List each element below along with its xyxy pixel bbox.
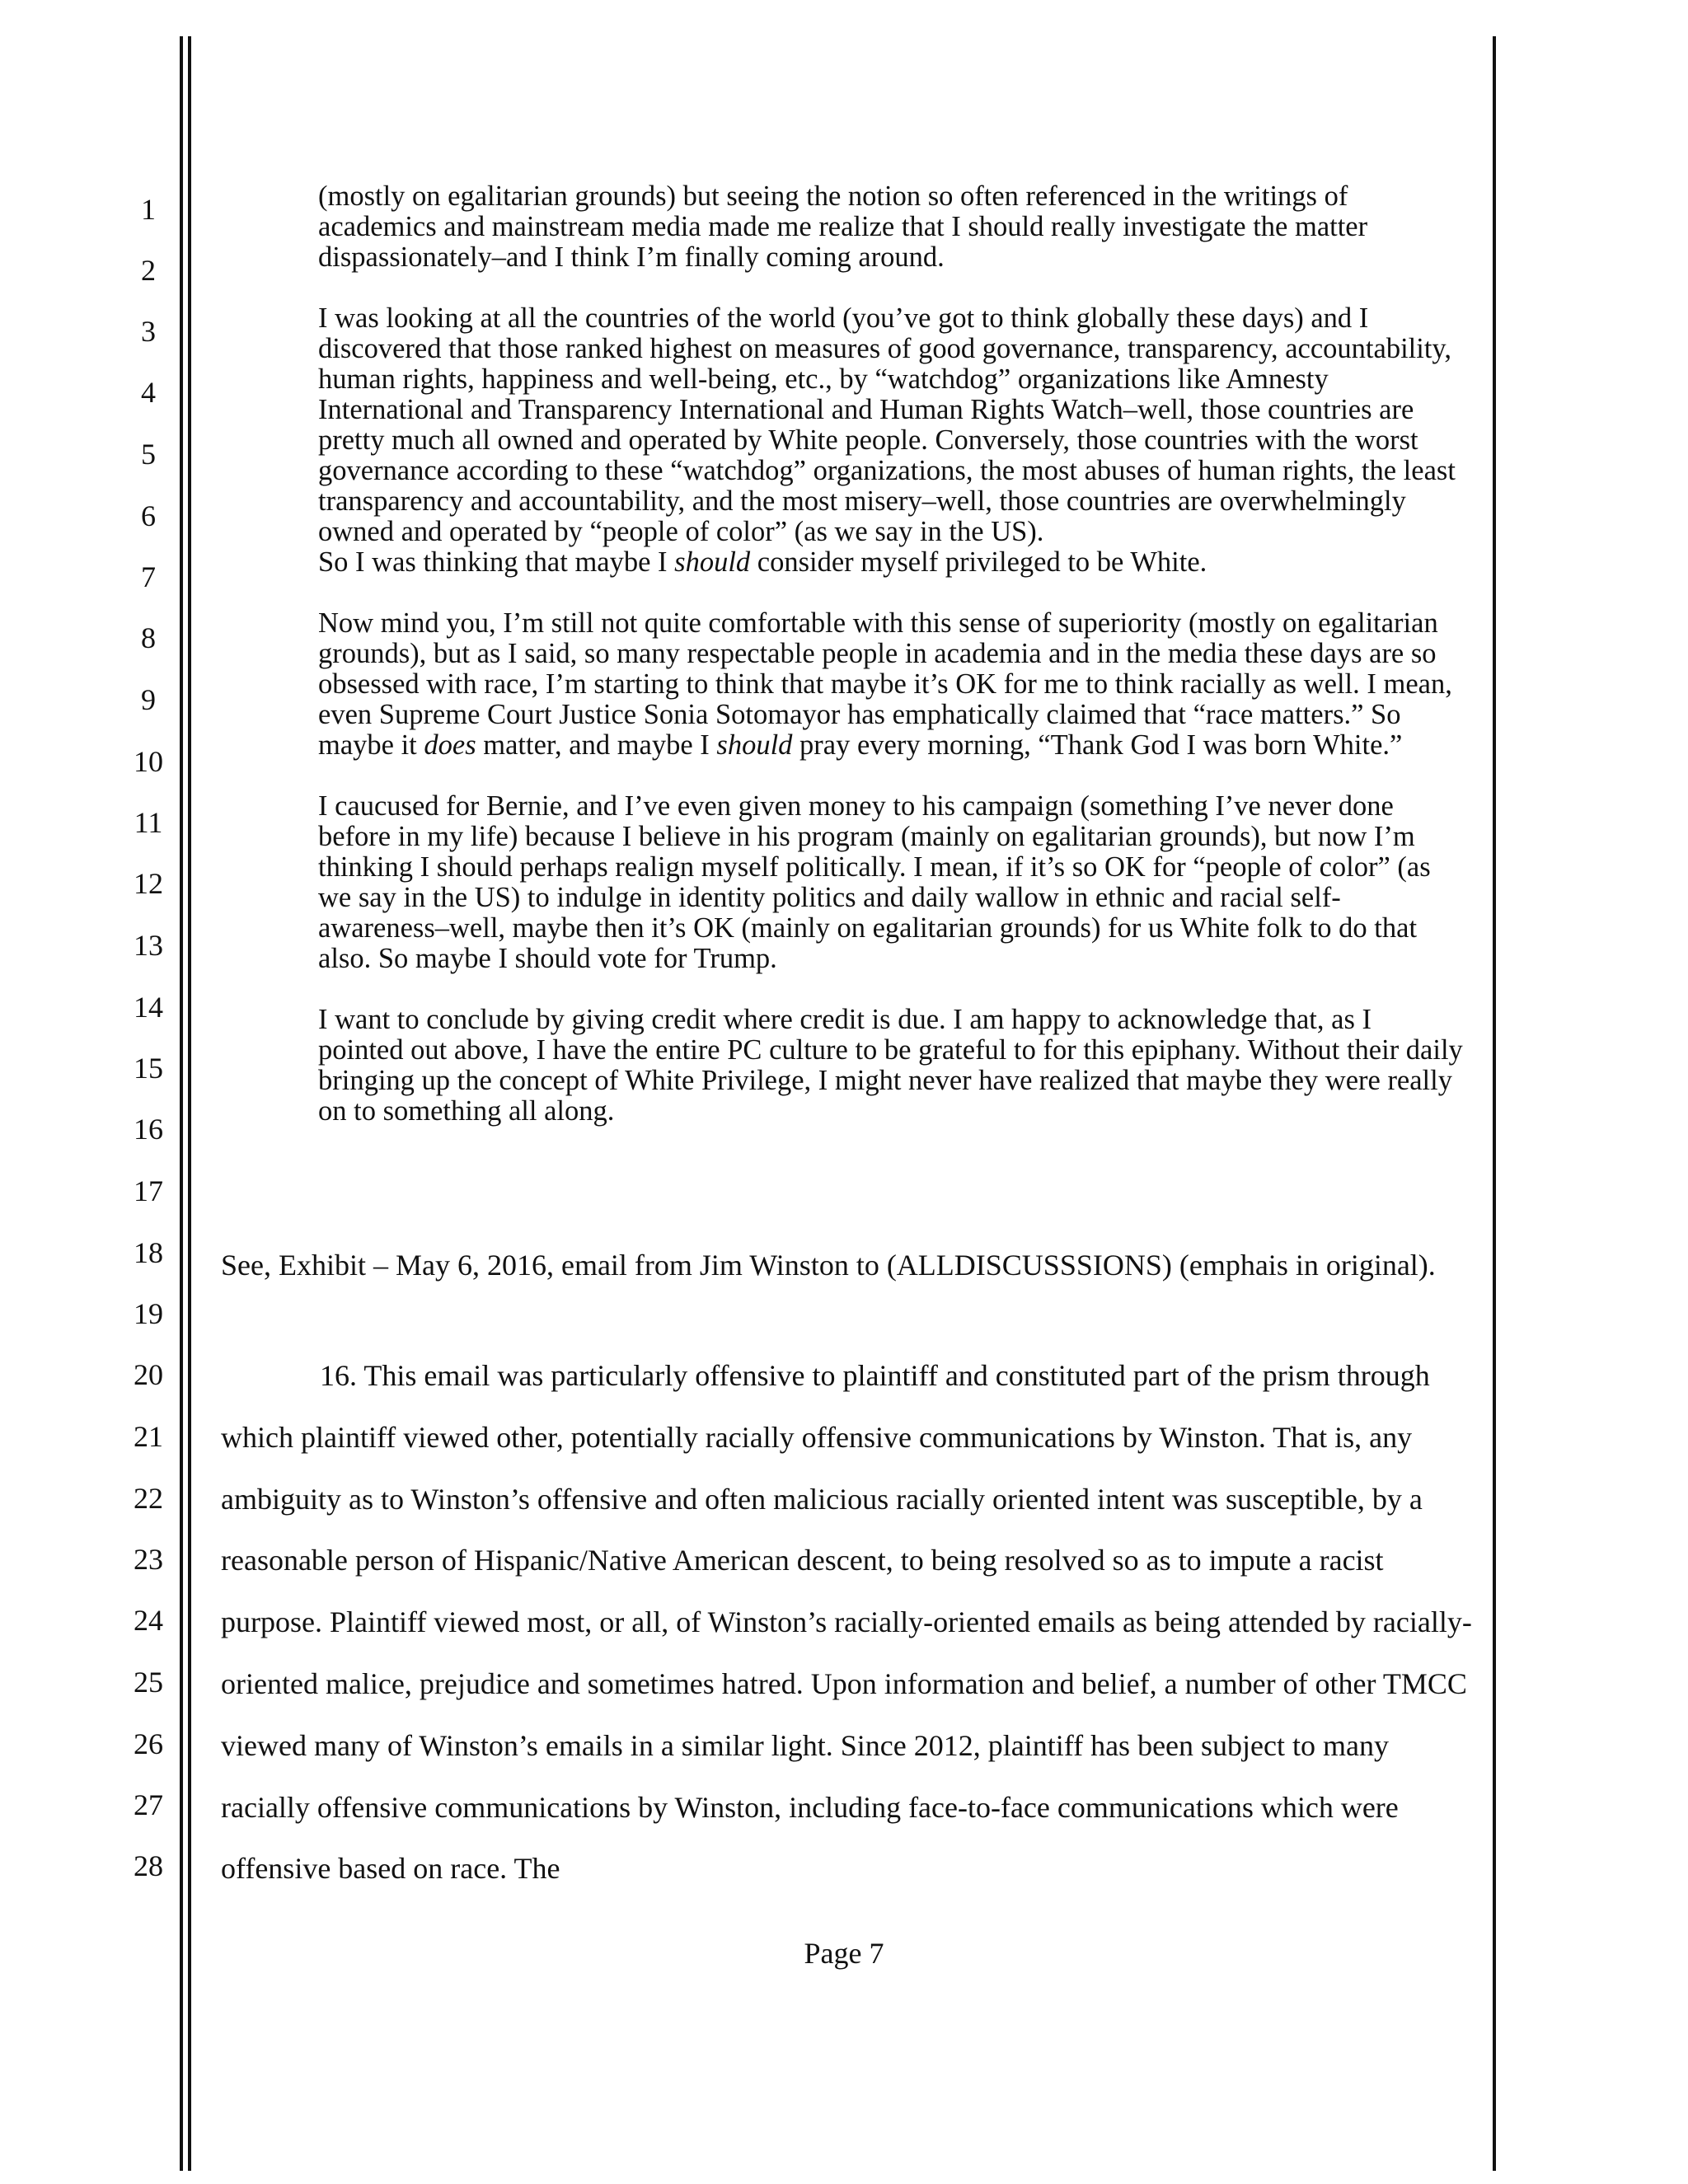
line-number: 2 [141, 254, 156, 287]
quote-p3-text: Now mind you, I’m still not quite comfortable with this sense of superiority (mostly on egalitarian grounds), but as I said, so many respectable people in academia and in the media these days are so obsessed with race, I’m starting to think that maybe it’s OK for me to think racially as well. I mean, even Supreme Court Justice Sonia Sotomayor has emphatically claimed that “race matters.” So maybe it [318, 607, 1452, 761]
quote-paragraph-1: (mostly on egalitarian grounds) but seeing the notion so often referenced in the writings of academics and mainstream media made me realize that I should really investigate the matter dispassionately–and I think I’m finally coming around. [318, 180, 1368, 273]
line-number: 14 [134, 991, 163, 1024]
line-number: 18 [134, 1236, 163, 1269]
exhibit-citation: See, Exhibit – May 6, 2016, email from Jim Winston to (ALLDISCUSSSIONS) (emphais in original). [221, 1249, 1436, 1282]
line-number: 3 [141, 315, 156, 348]
line-number: 19 [134, 1297, 163, 1330]
line-number: 1 [141, 193, 156, 226]
page-number: Page 7 [804, 1937, 884, 1970]
line-number: 11 [134, 806, 163, 839]
line-number: 9 [141, 683, 156, 716]
line-number: 24 [134, 1604, 163, 1637]
block-quote-email [318, 181, 1464, 1127]
line-number: 26 [134, 1727, 163, 1760]
quote-p2-text: I was looking at all the countries of the world (you’ve got to think globally these days) and I discovered that those ranked highest on measures of good governance, transparency, accountability, human rights, happiness and well-being, etc., by “watchdog” organizations like Amnesty International and Transparency International and Human Rights Watch–well, those countries are pretty much all owned and operated by White people. Conversely, those countries with the worst governance according to these “watchdog” organizations, the most abuses of human rights, the least transparency and accountability, and the most misery–well, those countries are overwhelmingly owned and operated by “people of color” (as we say in the US). [318, 302, 1456, 547]
line-number: 8 [141, 621, 156, 654]
line-number: 7 [141, 560, 156, 593]
line-number: 23 [134, 1543, 163, 1576]
paragraph-16: 16. This email was particularly offensive to plaintiff and constituted part of the prism through which plaintiff viewed other, potentially racially offensive communications by Winston. That is, any ambiguity as to Winston’s offensive and often malicious racially oriented intent was susceptible, by a reasonable person of Hispanic/Native American descent, to being resolved so as to impute a racist purpose. Plaintiff viewed most, or all, of Winston’s racially-oriented emails as being attended by racially-oriented malice, prejudice and sometimes hatred. Upon information and belief, a number of other TMCC viewed many of Winston’s emails in a similar light. Since 2012, plaintiff has been subject to many racially offensive communications by Winston, including face-to-face communications which were offensive based on race. The [221, 1359, 1472, 1886]
quote-paragraph-4: I caucused for Bernie, and I’ve even given money to his campaign (something I’ve never done before in my life) because I believe in his program (mainly on egalitarian grounds), but now I’m thinking I should perhaps realign myself politically. I mean, if it’s so OK for “people of color” (as we say in the US) to indulge in identity politics and daily wallow in ethnic and racial self-awareness–well, maybe then it’s OK (mainly on egalitarian grounds) for us White folk to do that also. So maybe I should vote for Trump. [318, 790, 1431, 974]
line-number: 6 [141, 499, 156, 532]
line-number: 22 [134, 1482, 163, 1515]
quote-p2-emphasis: should [674, 546, 751, 578]
quote-p3-end: pray every morning, “Thank God I was born White.” [792, 729, 1403, 761]
line-number: 28 [134, 1849, 163, 1882]
left-margin-rule-outer [180, 36, 183, 2171]
right-margin-rule [1493, 36, 1496, 2171]
line-number: 16 [134, 1113, 163, 1146]
quote-paragraph-3 [318, 608, 1464, 761]
quote-p3-emphasis-1: does [424, 729, 476, 761]
quote-p2-so: So I was thinking that maybe I [318, 546, 675, 578]
quote-paragraph-5: I want to conclude by giving credit where credit is due. I am happy to acknowledge that, as I pointed out above, I have the entire PC culture to be grateful to for this epiphany. Without their daily bringing up the concept of White Privilege, I might never have realized that maybe they were really on to something all along. [318, 1004, 1463, 1127]
line-number: 21 [134, 1420, 163, 1453]
line-number: 25 [134, 1666, 163, 1699]
line-number: 12 [134, 867, 163, 900]
line-number: 13 [134, 929, 163, 962]
quote-p3-emphasis-2: should [716, 729, 793, 761]
line-number: 15 [134, 1052, 163, 1085]
left-margin-rule-inner [188, 36, 191, 2171]
line-number: 27 [134, 1788, 163, 1821]
line-number: 5 [141, 438, 156, 471]
line-number: 10 [134, 745, 163, 778]
line-number: 20 [134, 1358, 163, 1391]
quote-p2-end: consider myself privileged to be White. [750, 546, 1207, 578]
line-number: 17 [134, 1174, 163, 1207]
quote-paragraph-2 [318, 303, 1464, 578]
line-number: 4 [141, 376, 156, 409]
quote-p3-mid: matter, and maybe I [476, 729, 717, 761]
